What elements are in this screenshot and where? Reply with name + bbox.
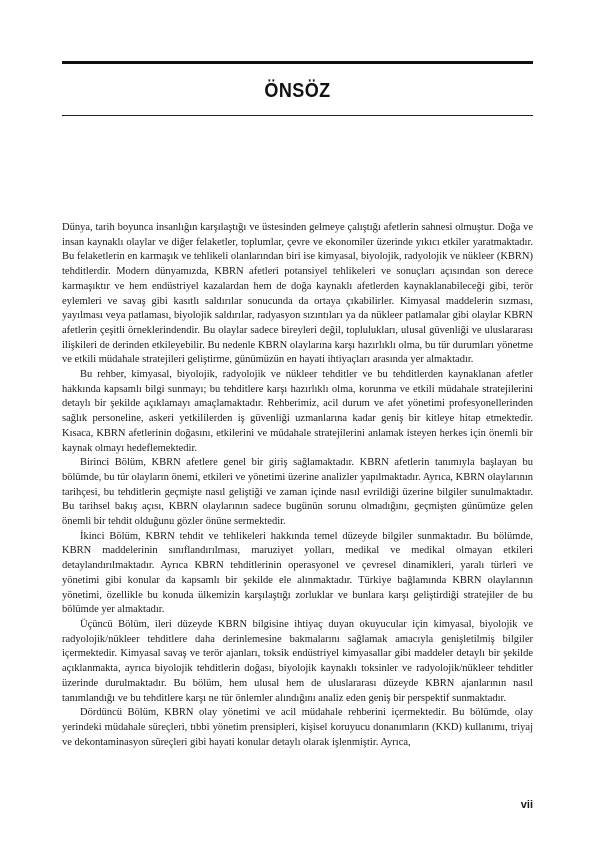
body-text [62, 221, 533, 750]
paragraph: Birinci Bölüm, KBRN afetlere genel bir giriş sağlamaktadır. KBRN afetlerin tanımıyla başlayan bu bölümde, bu tür olayların önemi, etkileri ve yönetimi üzerine analizler yapılmaktadır. Ayrıca, KBRN olaylarının tarihçesi, bu tehditlerin geçmişte nasıl geliştiği ve zaman içinde nasıl evrildiği üzerine bilgiler sunulmaktadır. Bu tarihsel bakış açısı, KBRN olaylarının sadece bugünün sorunu olmadığını, geçmişten günümüze gelen önemli bir tehdit olduğunu gözler önüne sermektedir. [62, 457, 533, 528]
paragraph: Dünya, tarih boyunca insanlığın karşılaştığı ve üstesinden gelmeye çalıştığı afetlerin sahnesi olmuştur. Doğa ve insan kaynaklı olaylar ve diğer felaketler, toplumlar, çevre ve ekonomiler üzerinde yıkıcı etkiler yaratmaktadır. Bu felaketlerin en karmaşık ve tehlikeli olanlarından biri ise kimyasal, biyolojik, radyolojik ve nükleer (KBRN) tehditlerdir. Modern dünyamızda, KBRN afetleri potansiyel tehlikeleri ve sonuçları açısından son derece karmaşıktır ve hem endüstriyel kazalardan hem de doğa kaynaklı afetlerden kaynaklanabileceği gibi, terör eylemleri ve savaş gibi kasıtlı saldırılar sonucunda da ortaya çıkabilirler. Kimyasal maddelerin sızması, yayılması veya patlaması, biyolojik saldırılar, radyasyon sızıntıları ya da nükleer patlamalar gibi olaylar KBRN afetlerin çeşitli örneklerindendir. Bu olaylar sadece bireyleri değil, toplulukları, ulusal güvenliği ve uluslararası ilişkileri de derinden etkileyebilir. Bu nedenle KBRN olaylarına karşı hazırlıklı olma, bu tür durumları yönetme ve etkili müdahale stratejileri geliştirme, günümüzün en hayati ihtiyaçları arasında yer almaktadır. [62, 222, 533, 366]
paragraph: Üçüncü Bölüm, ileri düzeyde KBRN bilgisine ihtiyaç duyan okuyucular için kimyasal, biyolojik ve radyolojik/nükleer tehditlere daha derinlemesine bakmalarını sağlamak amacıyla genişletilmiş bilgiler içermektedir. Kimyasal savaş ve terör ajanları, toksik endüstriyel kimyasallar gibi maddeler detaylı bir şekilde açıklanmakta, ayrıca biyolojik tehditlerin doğası, biyolojik kaynaklı toksinler ve radyolojik/nükleer tehditler üzerinde durulmaktadır. Bu bölüm, hem ulusal hem de uluslararası düzeyde KBRN ajanlarının nasıl tanımlandığı ve bu tehditlere karşı ne tür önlemler alındığını analiz eden geniş bir perspektif sunmaktadır. [62, 618, 533, 704]
top-rule [62, 61, 533, 64]
page-number: vii [520, 799, 533, 811]
paragraph: Dördüncü Bölüm, KBRN olay yönetimi ve acil müdahale rehberini içermektedir. Bu bölümde, olay yerindeki müdahale süreçleri, tıbbi yönetim prensipleri, kişisel koruyucu donanımların (KKD) kullanımı, triyaj ve dekontaminasyon süreçleri gibi hayati konular detaylı olarak işlenmiştir. Ayrıca, [62, 707, 533, 748]
page-title: ÖNSÖZ [264, 80, 331, 102]
title-underline [62, 115, 533, 116]
paragraph: İkinci Bölüm, KBRN tehdit ve tehlikeleri hakkında temel düzeyde bilgiler sunmaktadır. Bu bölümde, KBRN maddelerinin sınıflandırılması, maruziyet yolları, medikal ve medikal olmayan etkileri detaylandırılmaktadır. Ayrıca KBRN tehditlerinin operasyonel ve çevresel dinamikleri, yaralı türleri ve yönetimi gibi konular da kapsamlı bir şekilde ele alınmaktadır. Türkiye bağlamında KBRN olaylarının yönetimi, özellikle bu konuda ülkemizin karşılaştığı zorluklar ve bunlara karşı geliştirdiği stratejiler de bu bölümde yer almaktadır. [62, 530, 533, 616]
paragraph: Bu rehber, kimyasal, biyolojik, radyolojik ve nükleer tehditler ve bu tehditlerden kaynaklanan afetler hakkında kapsamlı bilgi sunmayı; bu tehditlere karşı hazırlıklı olma, korunma ve etkili müdahale stratejilerini detaylı bir şekilde açıklamayı amaçlamaktadır. Rehberimiz, acil durum ve afet yönetimi profesyonellerinden sağlık personeline, askeri yetkililerden iş güvenliği uzmanlarına kadar geniş bir kitleye hitap etmektedir. Kısaca, KBRN afetlerinin doğasını, etkilerini ve müdahale stratejilerini anlamak isteyen herkes için önemli bir kaynak olmayı hedeflemektedir. [62, 369, 533, 454]
